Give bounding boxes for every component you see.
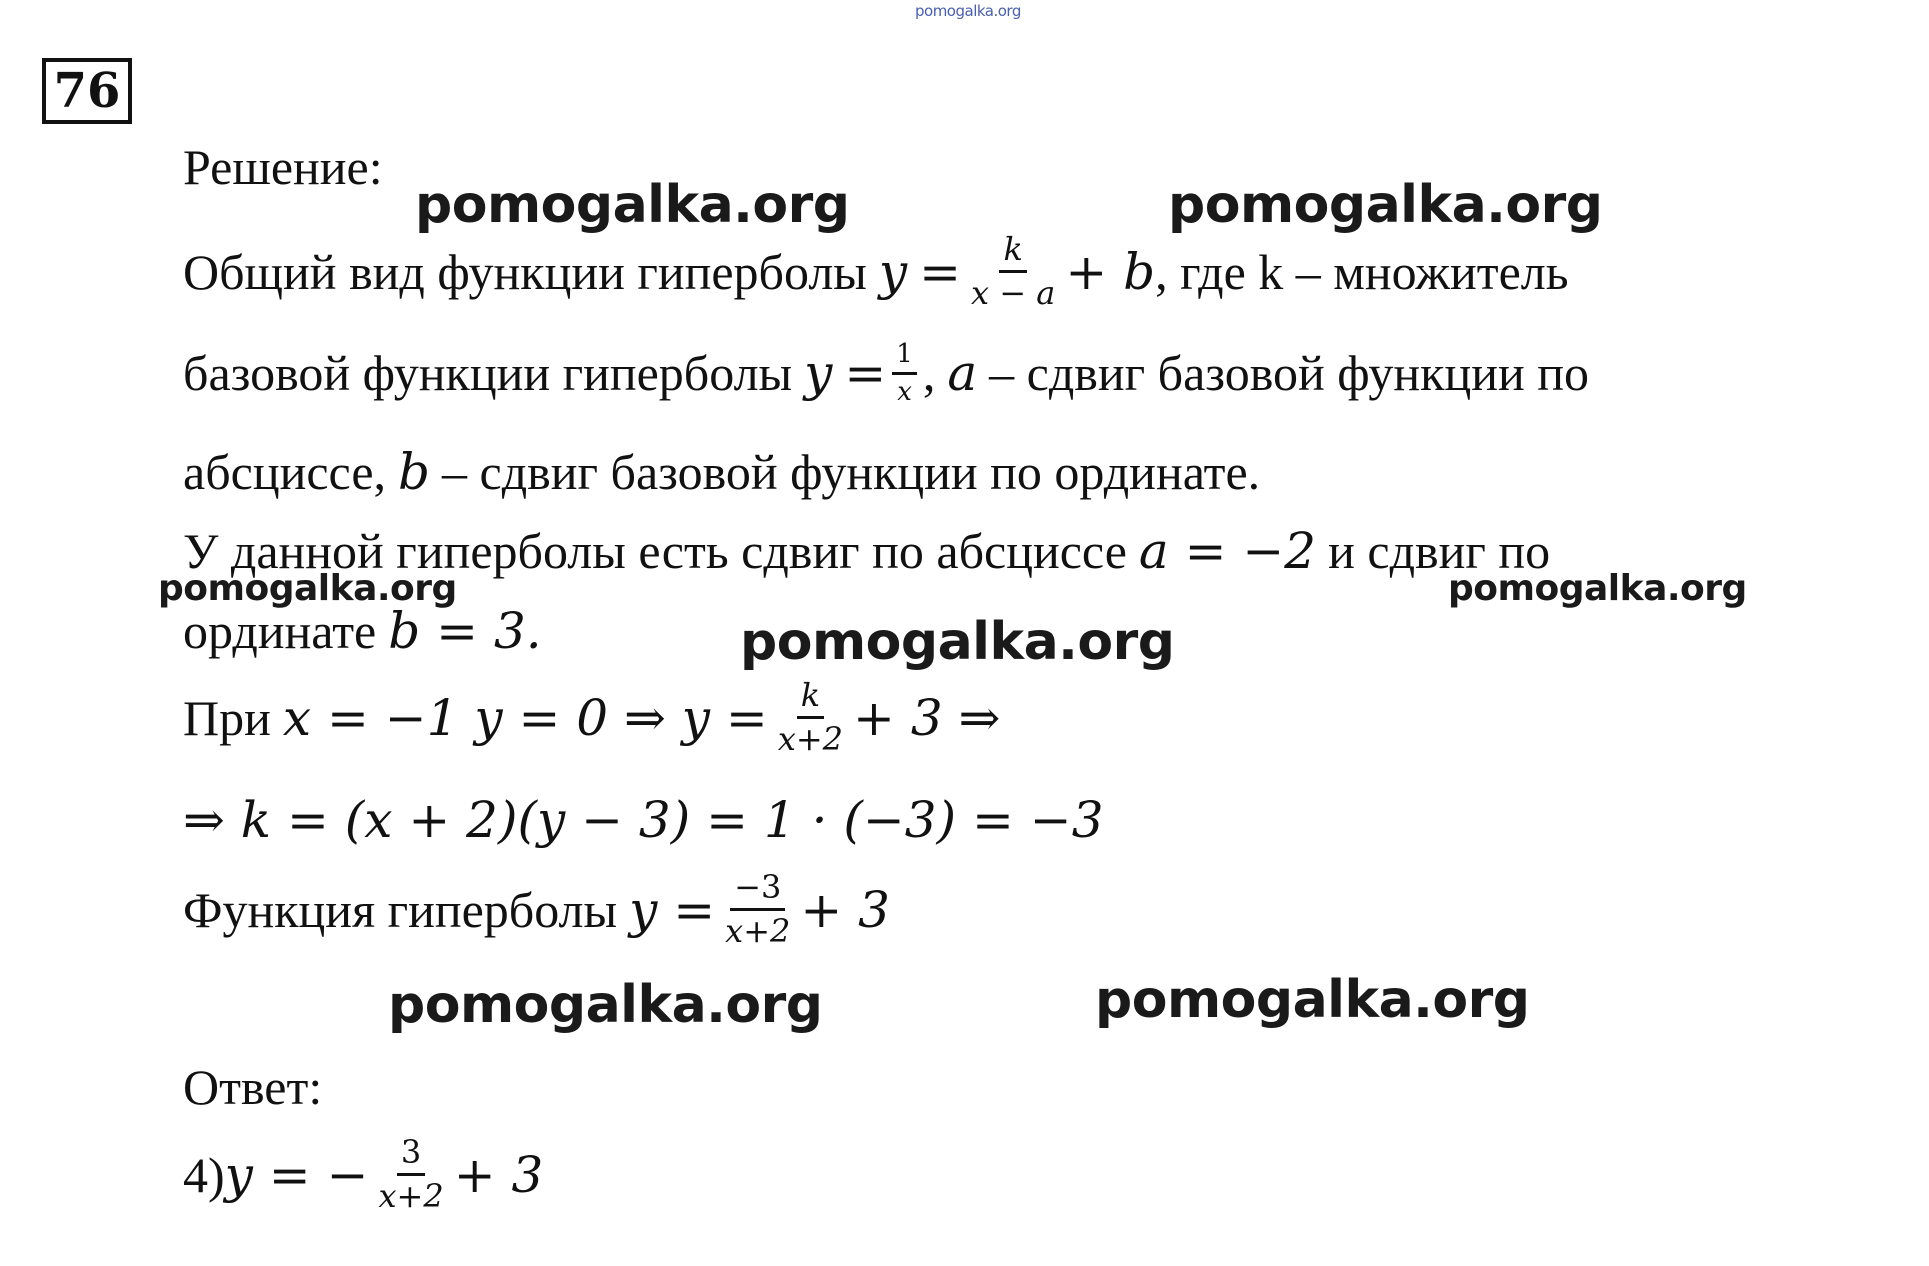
line-k-value xyxy=(183,791,1104,849)
line2-text-b: – сдвиг базовой функции по xyxy=(989,345,1590,402)
answer-expr-a: y = − xyxy=(224,1145,369,1204)
line2-frac-den: x xyxy=(897,376,912,407)
line1-text-b: , где k – множитель xyxy=(1155,243,1569,300)
answer-prefix: 4) xyxy=(183,1146,225,1203)
line6-fraction xyxy=(774,678,847,757)
line1-plus-b: + b xyxy=(1065,242,1156,301)
line-general-form xyxy=(183,232,1569,311)
line6-frac-den: x+2 xyxy=(777,720,844,759)
line6-expr-b: + 3 ⇒ xyxy=(853,688,1001,747)
line5-expr: b = 3. xyxy=(388,602,542,660)
line-function xyxy=(183,870,890,949)
line8-frac-den: x+2 xyxy=(725,912,791,951)
line7-expr: ⇒ k = (x + 2)(y − 3) = 1 · (−3) = −3 xyxy=(183,791,1104,849)
problem-number: 76 xyxy=(42,58,132,124)
watermark: pomogalka.org xyxy=(1448,568,1747,609)
line8-fraction xyxy=(721,870,794,949)
line1-fraction xyxy=(967,232,1059,311)
answer-frac-den: x+2 xyxy=(378,1177,444,1216)
line2-frac-num: 1 xyxy=(892,340,917,375)
answer-line xyxy=(183,1135,543,1214)
line1-frac-num: k xyxy=(999,232,1026,273)
line6-expr-a: x = −1 y = 0 ⇒ y = xyxy=(282,688,768,747)
line2-text-a: базовой функции гиперболы xyxy=(183,345,793,402)
solution-heading: Решение: xyxy=(183,139,383,195)
answer-fraction xyxy=(374,1135,447,1214)
line2-fraction xyxy=(892,340,917,406)
watermark-top: pomogalka.org xyxy=(915,2,1021,20)
line1-eq: = xyxy=(919,242,962,301)
answer-heading: Ответ: xyxy=(183,1059,323,1115)
line2-eq: = xyxy=(844,344,887,403)
line8-expr-b: + 3 xyxy=(800,880,890,939)
line5-text-a: ординате xyxy=(183,603,377,659)
line3-b: b xyxy=(398,443,431,501)
line1-frac-den: x − a xyxy=(971,274,1056,313)
line6-frac-num: k xyxy=(797,678,824,719)
watermark: pomogalka.org xyxy=(158,568,457,609)
watermark: pomogalka.org xyxy=(1095,970,1530,1030)
line1-text-a: Общий вид функции гиперболы xyxy=(183,243,867,300)
answer-frac-num: 3 xyxy=(397,1135,425,1176)
line-ordinate-value xyxy=(183,602,542,660)
answer-expr-b: + 3 xyxy=(453,1145,544,1204)
line-ordinate-shift xyxy=(183,443,1261,501)
watermark: pomogalka.org xyxy=(415,175,850,235)
line8-text-a: Функция гиперболы xyxy=(183,881,618,938)
line6-text-a: При xyxy=(183,689,271,746)
line8-frac-num: −3 xyxy=(730,870,785,911)
line4-expr: a = −2 xyxy=(1138,522,1317,580)
line3-text-b: – сдвиг базовой функции по ординате. xyxy=(442,444,1261,500)
watermark: pomogalka.org xyxy=(740,612,1175,672)
line1-y: y xyxy=(878,242,908,301)
line3-text-a: абсциссе, xyxy=(183,444,387,500)
line-substitution xyxy=(183,678,1000,757)
line4-text-a: У данной гиперболы есть сдвиг по абсциссе xyxy=(183,523,1127,579)
line4-text-b: и сдвиг по xyxy=(1328,523,1551,579)
line2-y: y xyxy=(804,344,833,403)
line-base-function: базовой функции гиперболы y = $\frac{1}{x}$ , a – сдвиг базовой функции по xyxy=(183,339,1590,407)
line8-expr-a: y = xyxy=(629,880,716,939)
watermark: pomogalka.org xyxy=(1168,175,1603,235)
line2-a: a xyxy=(947,344,978,403)
watermark: pomogalka.org xyxy=(388,975,823,1035)
